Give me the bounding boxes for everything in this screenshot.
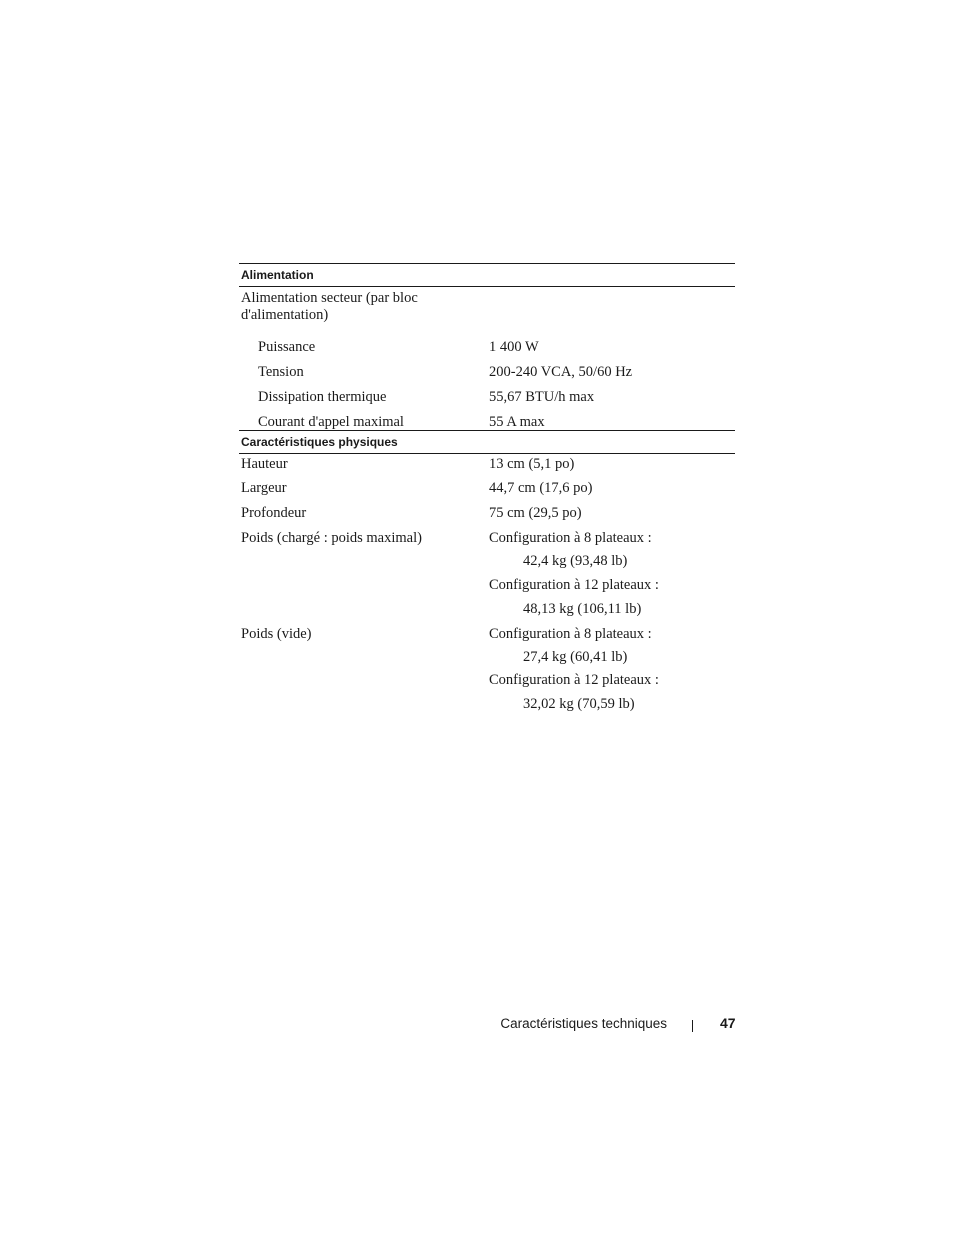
spec-value: Configuration à 12 plateaux : (489, 672, 659, 688)
table-row (239, 287, 735, 337)
spec-value: 27,4 kg (60,41 lb) (523, 649, 628, 665)
table-row (239, 529, 735, 625)
spec-table (239, 263, 735, 721)
spec-value: 75 cm (29,5 po) (489, 505, 582, 521)
spec-value: Configuration à 8 plateaux : (489, 626, 652, 642)
spec-label: Largeur (241, 480, 287, 496)
table-row (239, 625, 735, 721)
spec-value: 55 A max (489, 414, 545, 430)
footer-section-title: Caractéristiques techniques (500, 1016, 667, 1031)
page-footer (0, 1015, 954, 1035)
spec-value: Configuration à 8 plateaux : (489, 530, 652, 546)
table-row (239, 412, 735, 430)
ac-power-label: Alimentation secteur (par bloc d'alimentation) (241, 290, 418, 323)
section-heading-physical: Caractéristiques physiques (239, 430, 735, 454)
table-row (239, 387, 735, 412)
spec-value: 55,67 BTU/h max (489, 389, 595, 405)
section-heading-power: Alimentation (239, 263, 735, 287)
spec-value: 42,4 kg (93,48 lb) (523, 553, 628, 569)
table-row (239, 504, 735, 529)
spec-label: Dissipation thermique (258, 389, 387, 405)
table-row (239, 454, 735, 479)
spec-value: Configuration à 12 plateaux : (489, 577, 659, 593)
spec-label: Poids (vide) (241, 626, 312, 642)
table-row (239, 337, 735, 362)
table-row (239, 362, 735, 387)
spec-label: Profondeur (241, 505, 307, 521)
spec-label: Courant d'appel maximal (258, 414, 404, 430)
spec-label: Tension (258, 364, 304, 380)
table-row (239, 479, 735, 504)
spec-label: Hauteur (241, 456, 288, 472)
page-number: 47 (720, 1015, 736, 1031)
footer-divider (692, 1020, 693, 1032)
spec-value: 200-240 VCA, 50/60 Hz (489, 364, 633, 380)
spec-value: 44,7 cm (17,6 po) (489, 480, 593, 496)
spec-value: 48,13 kg (106,11 lb) (523, 601, 642, 617)
spec-value: 13 cm (5,1 po) (489, 456, 575, 472)
spec-value: 32,02 kg (70,59 lb) (523, 696, 635, 712)
spec-value: 1 400 W (489, 339, 539, 355)
spec-label: Puissance (258, 339, 316, 355)
spec-label: Poids (chargé : poids maximal) (241, 530, 422, 546)
